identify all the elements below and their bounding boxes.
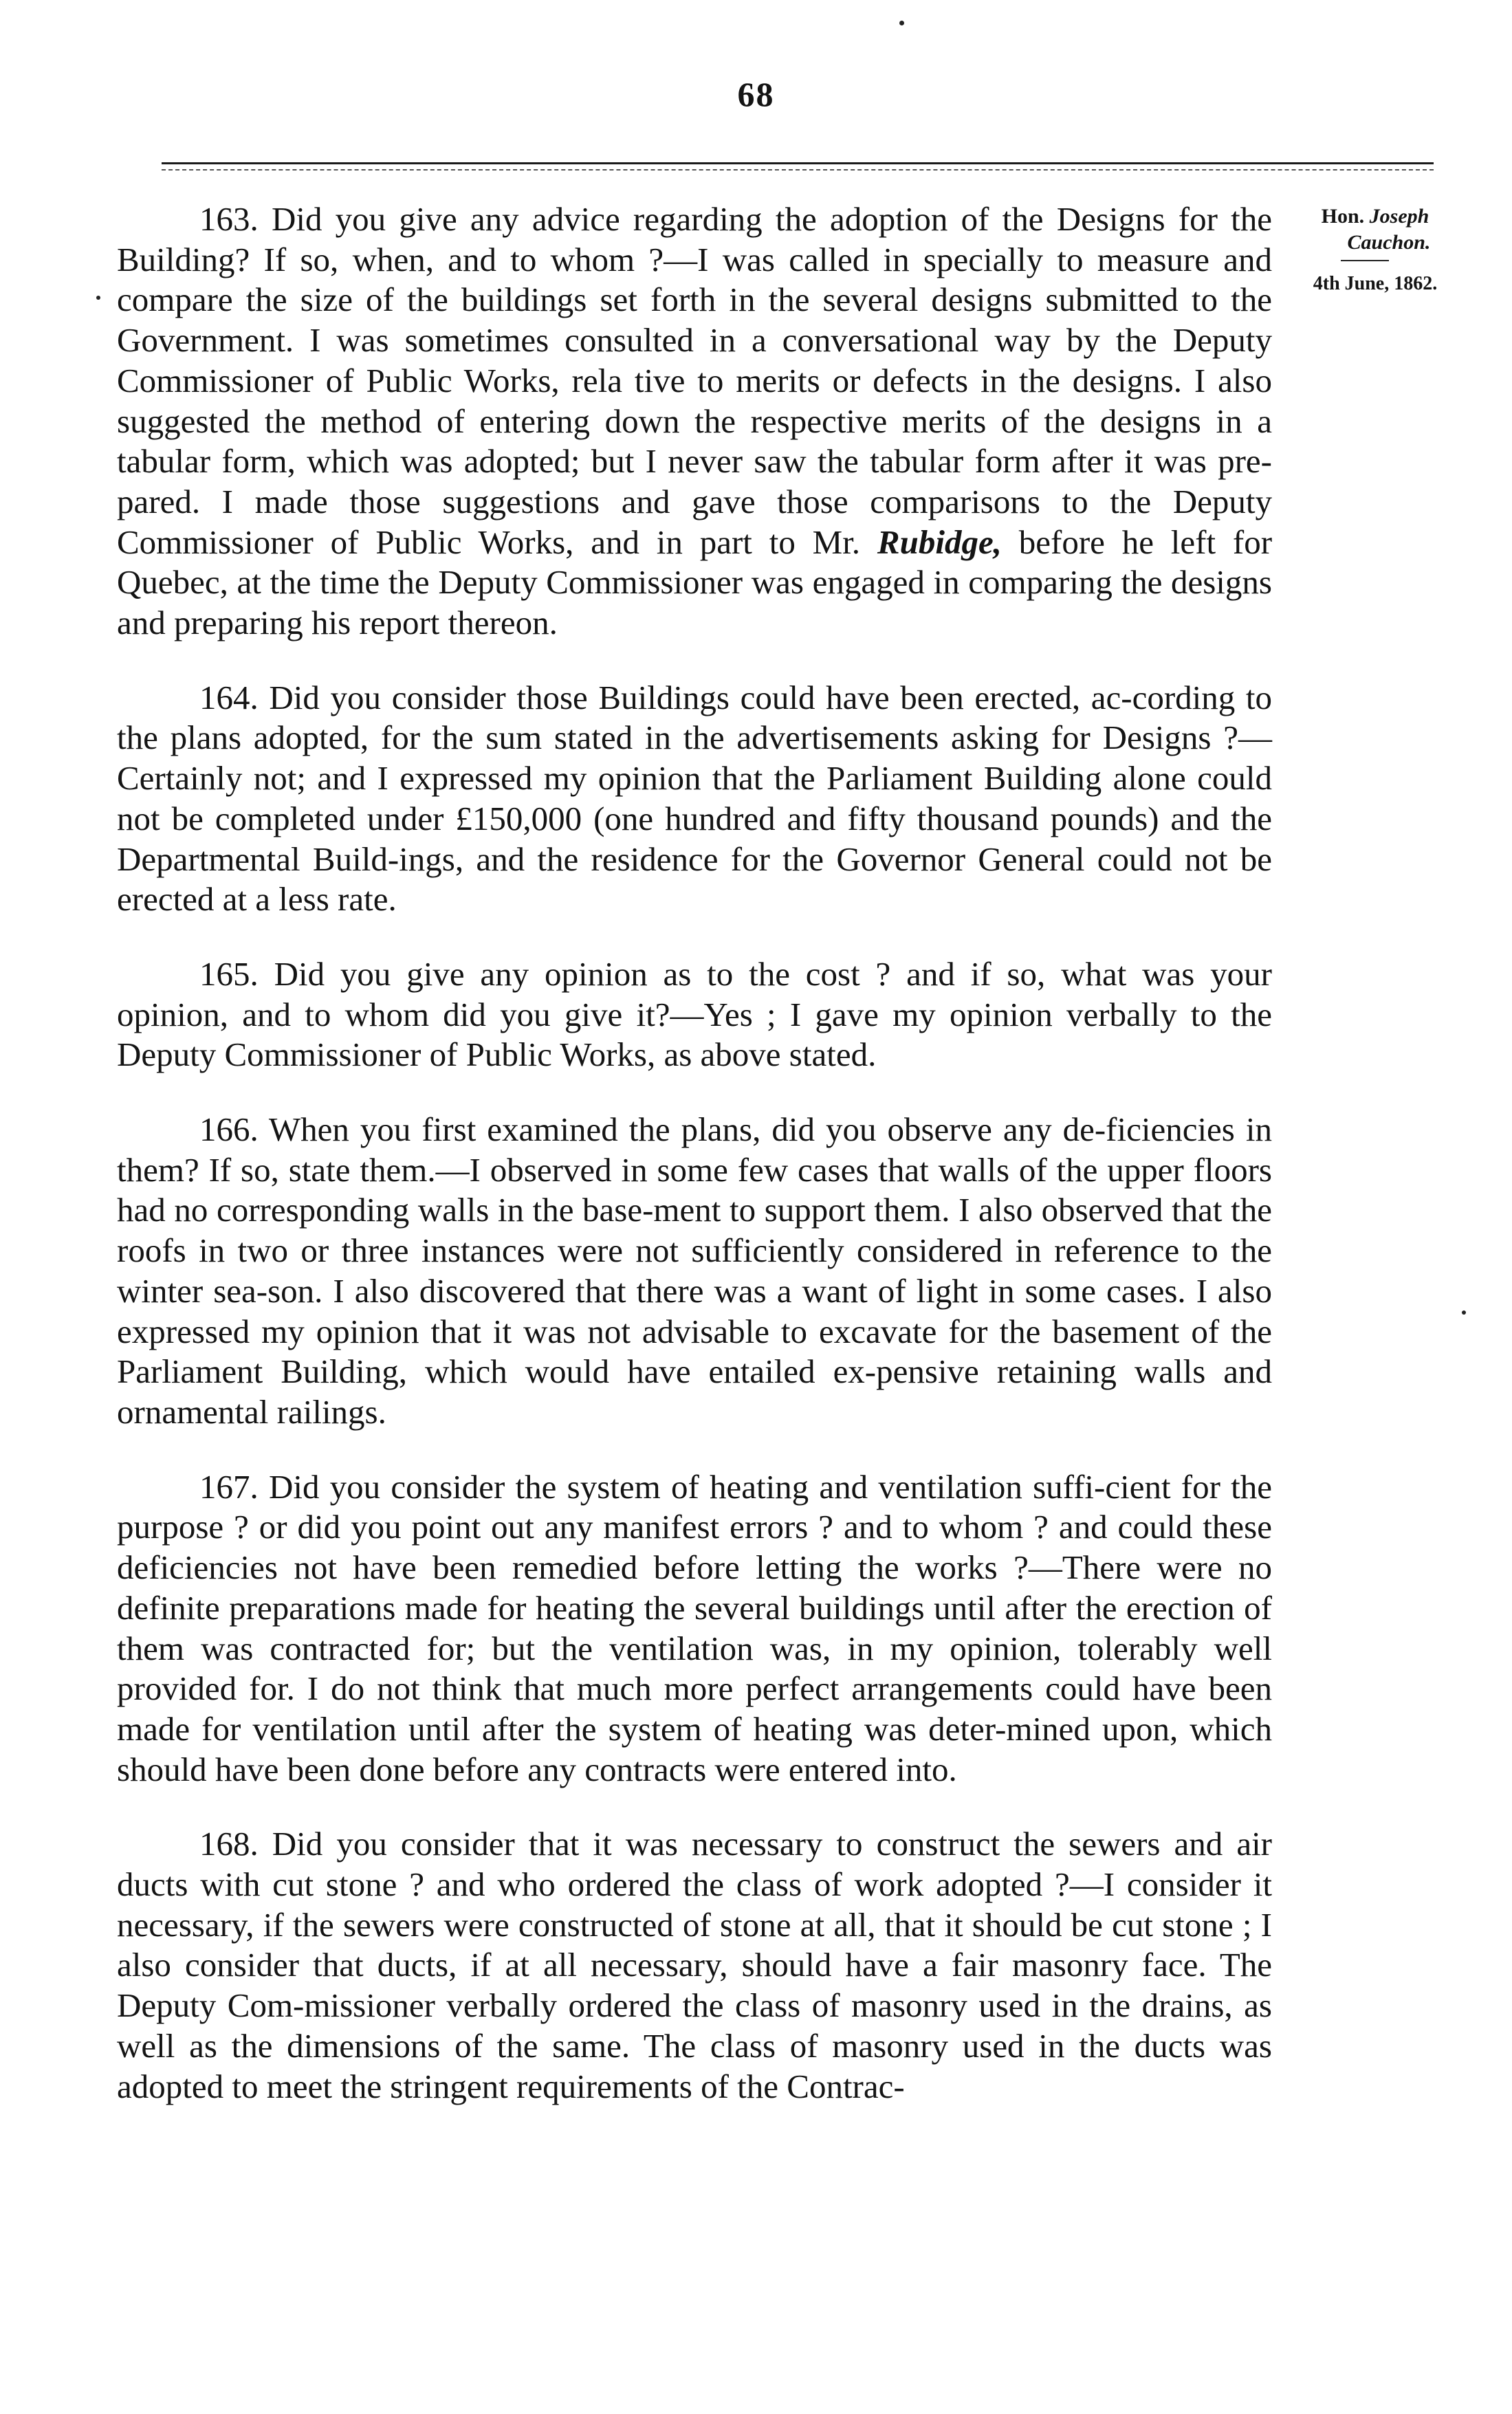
question-text: When you first examined the plans, did you observe any de-ficiencies in them? If so, state them.—I observed in some few cases that walls of the upper floors had no corresponding walls in the base-ment to support them. I also observed that the roofs in two or three instances were not sufficiently considered in reference to the winter sea-son. I also discovered that there was a want of light in some cases. I also expressed my opinion that it was not advisable to excavate for the basement of the Parliament Building, which would have entailed ex-pensive retaining walls and ornamental railings. [117, 1110, 1272, 1431]
print-speck [1462, 1310, 1466, 1315]
margin-note-date: 4th June, 1862. [1313, 273, 1438, 294]
margin-note-rule [1341, 260, 1389, 261]
header-rule [162, 162, 1434, 164]
italic-name: Rubidge, [877, 523, 1002, 561]
print-speck [899, 21, 904, 25]
margin-note [1279, 204, 1471, 297]
margin-note-surname: Cauchon. [1347, 231, 1431, 254]
question-text: Did you consider that it was necessary to construct the sewers and air ducts with cut stone ? and who ordered the class of work adopted ?—I consider it necessary, if the sewers were constructed of stone at all, that it should be cut stone ; I also consider that ducts, if at all necessary, should have a fair masonry face. The Deputy Com-missioner verbally ordered the class of masonry used in the drains, as well as the dimensions of the same. The class of masonry used in the ducts was adopted to meet the stringent requirements of the Contrac- [117, 1825, 1272, 2105]
question-number: 164. [199, 678, 259, 716]
question-number: 163. [199, 200, 259, 238]
question-164 [117, 678, 1272, 920]
question-165 [117, 954, 1272, 1075]
question-number: 165. [199, 954, 259, 993]
question-166 [117, 1110, 1272, 1433]
margin-note-name: Hon. Joseph [1321, 205, 1429, 228]
question-167 [117, 1467, 1272, 1790]
question-text: Did you give any advice regarding the adoption of the Designs for the Building? If so, when, and to whom ?—I was called in specially to measure and compare the size of the buildings set forth in the several designs submitted to the Government. I was sometimes consulted in a conversational way by the Deputy Commissioner of Public Works, rela tive to merits or defects in the designs. I also suggested the method of entering down the respective merits of the designs in a tabular form, which was adopted; but I never saw the tabular form after it was pre-pared. I made those suggestions and gave those comparisons to the Deputy Commissioner of Public Works, and in part to Mr. [117, 200, 1272, 561]
print-speck [96, 296, 100, 300]
question-number: 166. [199, 1110, 259, 1149]
question-number: 168. [199, 1825, 259, 1863]
page-number: 68 [737, 75, 775, 113]
question-text: Did you consider those Buildings could have been erected, ac-cording to the plans adopted, for the sum stated in the advertisements asking for Designs ?—Certainly not; and I expressed my opinion that the Parliament Building alone could not be completed under £150,000 (one hundred and fifty thousand pounds) and the Departmental Build-ings, and the residence for the Governor General could not be erected at a less rate. [117, 678, 1273, 919]
question-168 [117, 1824, 1272, 2107]
question-text: Did you consider the system of heating and ventilation suffi-cient for the purpose ? or did you point out any manifest errors ? and to whom ? and could these deficiencies not have been remedied before letting the works ?—There were no definite preparations made for heating the several buildings until after the erection of them was contracted for; but the ventilation was, in my opinion, tolerably well provided for. I do not think that much more perfect arrangements could have been made for ventilation until after the system of heating was deter-mined upon, which should have been done before any contracts were entered into. [117, 1467, 1272, 1788]
margin-note-first-name: Joseph [1369, 205, 1429, 228]
header-rule-dashed [162, 169, 1434, 171]
question-number: 167. [199, 1467, 259, 1506]
question-text-continued: before he left for Quebec, at the time the Deputy Commissioner was engaged in comparing the designs and preparing his report thereon. [117, 523, 1273, 642]
question-163 [117, 199, 1272, 644]
question-text: Did you give any opinion as to the cost ? and if so, what was your opinion, and to whom did you give it?—Yes ; I gave my opinion verbally to the Deputy Commissioner of Public Works, as above stated. [117, 954, 1272, 1074]
testimony-body [117, 199, 1272, 2141]
